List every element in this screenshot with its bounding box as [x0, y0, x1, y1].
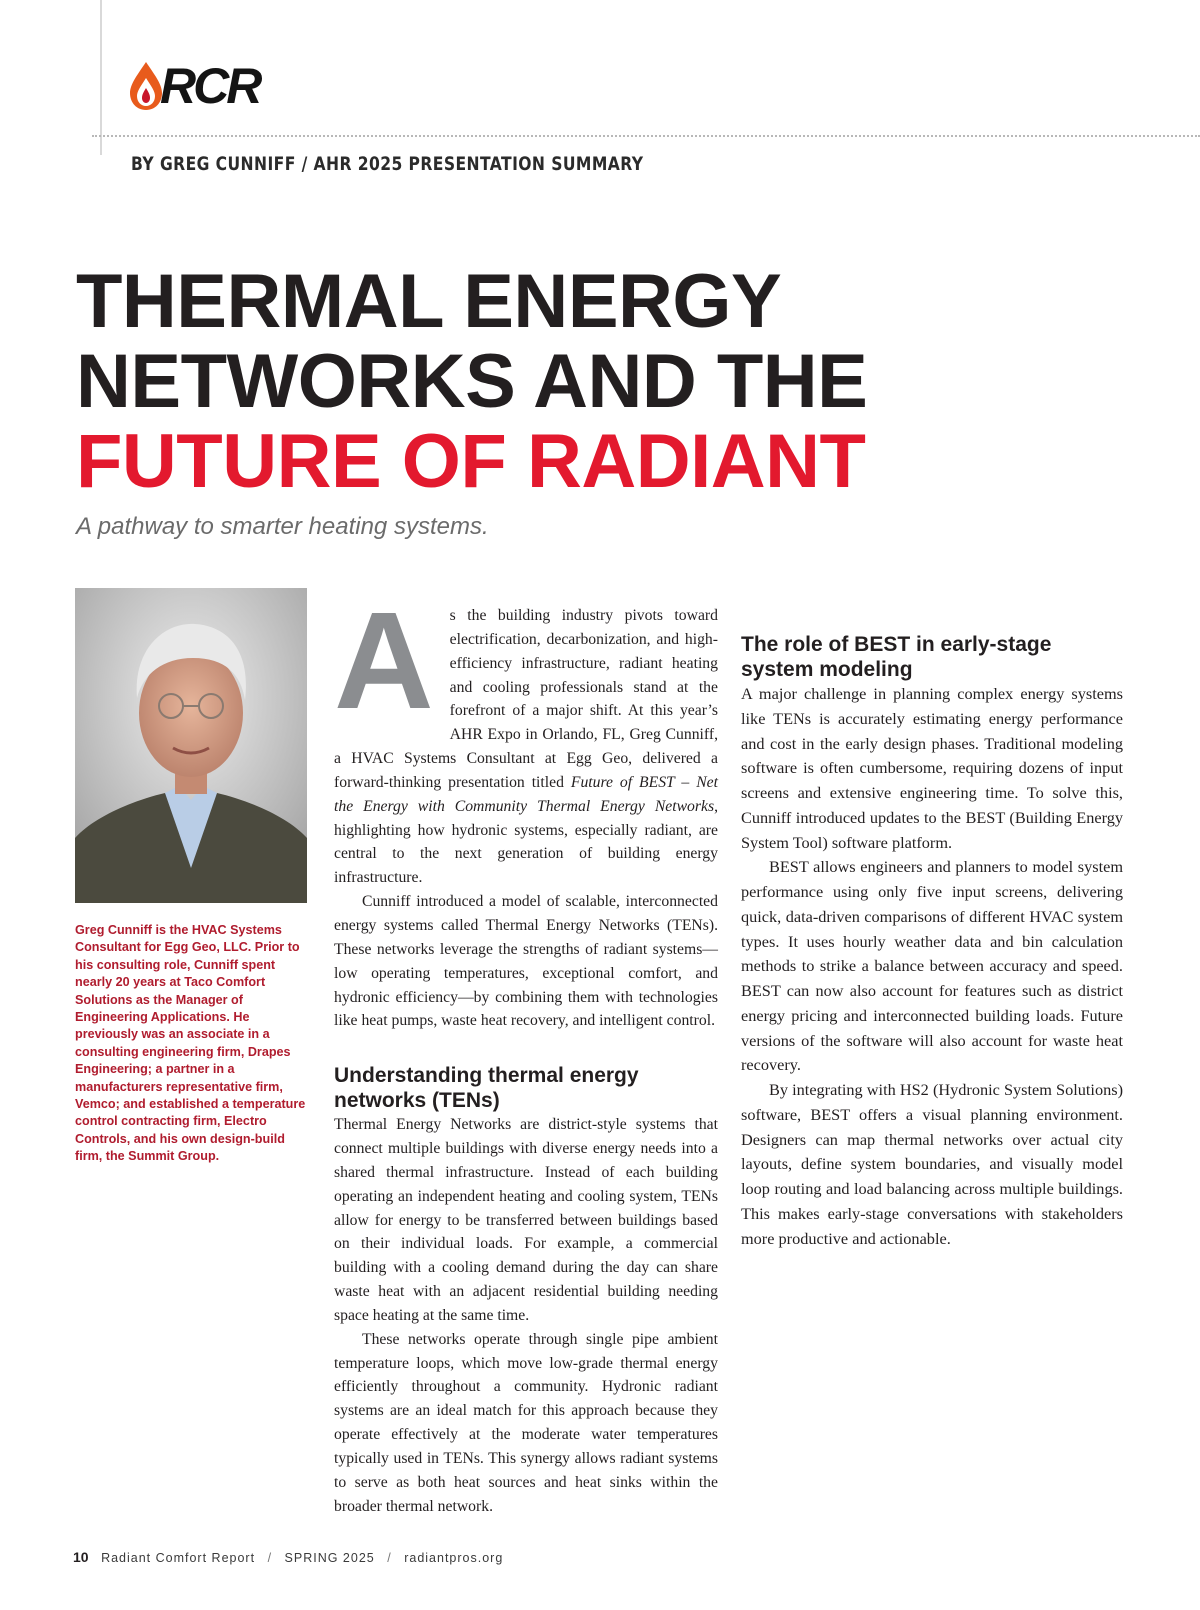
footer-separator: /: [387, 1551, 392, 1565]
footer-separator: /: [267, 1551, 273, 1565]
paragraph-modeling-challenge: A major challenge in planning complex energy systems like TENs is accurately estimating energy performance and cost in the early design phases. Traditional modeling software is often cumbersome, requiring dozens of input screens and extensive engineering time. To solve this, Cunniff introduced updates to the BEST (Building Energy System Tool) software platform.: [741, 684, 1123, 852]
paragraph-ambient-loops: These networks operate through single pipe ambient temperature loops, which move low-grade thermal energy efficiently throughout a community. Hydronic radiant systems are an ideal match for this approach because they operate effectively at the moderate water temperatures typically used in TENs. This synergy allows radiant systems to serve as both heat sources and heat sinks within the broader thermal network.: [334, 1330, 718, 1515]
page-number: 10: [73, 1549, 89, 1565]
paragraph-tens-definition: Thermal Energy Networks are district-style systems that connect multiple buildings with diverse energy needs into a shared thermal infrastructure. Instead of each building operating an independent heating and cooling system, TENs allow for energy to be transferred between buildings based on their individual loads. For example, a commercial building with a cooling demand during the day can share waste heat with an adjacent residential building needing space heating at the same time.: [334, 1116, 718, 1324]
issue-label: SPRING 2025: [284, 1551, 375, 1565]
publication-name: Radiant Comfort Report: [101, 1551, 256, 1565]
photo-caption: Greg Cunniff is the HVAC Systems Consultant for Egg Geo, LLC. Prior to his consulting role, Cunniff spent nearly 20 years at Taco Comfort Solutions as the Manager of Engineering Applications. He previously was an associate in a consulting engineering firm, Drapes Engineering; a partner in a manufacturers representative firm, Vemco; and established a temperature control contracting firm, Electro Controls, and his own design-build firm, the Summit Group.: [75, 923, 306, 1164]
article-column-1: [334, 584, 718, 1519]
article-headline: [76, 259, 976, 504]
page-footer: [73, 1549, 503, 1565]
header-dotted-divider: [92, 135, 1200, 137]
article-column-2: [741, 604, 1123, 1251]
drop-cap: A: [334, 584, 434, 738]
intro-paragraph: [334, 584, 718, 890]
presentation-title: Future of BEST – Net the Energy with Community Thermal Energy Networks: [334, 773, 718, 815]
paragraph-hs2-integration: By integrating with HS2 (Hydronic System Solutions) software, BEST offers a visual planning environment. Designers can map thermal networks over actual city layouts, define system boundaries, and visually model loop routing and load balancing across multiple buildings. This makes early-stage conversations with stakeholders more productive and actionable.: [741, 1080, 1123, 1248]
byline: BY GREG CUNNIFF / AHR 2025 PRESENTATION SUMMARY: [131, 153, 644, 175]
headline-line-3: FUTURE OF RADIANT: [76, 419, 866, 504]
flame-drop-icon: [128, 60, 164, 112]
headline-line-1: THERMAL ENERGY: [76, 259, 782, 344]
paragraph-tens-intro: Cunniff introduced a model of scalable, interconnected energy systems called Thermal Energy Networks (TENs). These networks leverage the strengths of radiant systems—low operating temperatures, exceptional comfort, and hydronic efficiency—by combining them with technologies like heat pumps, waste heat recovery, and intelligent control.: [334, 893, 718, 1030]
headline-line-2: NETWORKS AND THE: [76, 339, 868, 424]
intro-text-end: , highlighting how hydronic systems, especially radiant, are central to the next generation of building energy infrastructure.: [334, 797, 718, 887]
paragraph-best-features: BEST allows engineers and planners to model system performance using only five input screens, delivering quick, data-driven comparisons of different HVAC system types. It uses hourly weather data and bin calculation methods to strike a balance between accuracy and speed. BEST can now also account for features such as district energy pricing and interconnected building loads. Future versions of the software will also account for waste heat recovery.: [741, 857, 1123, 1075]
header-vertical-rule: [100, 0, 102, 155]
section-heading-best: The role of BEST in early-stage system modeling: [741, 633, 1052, 681]
article-subtitle: A pathway to smarter heating systems.: [76, 513, 489, 540]
portrait-photo-icon: [75, 588, 307, 903]
intro-text: s the building industry pivots toward electrification, decarbonization, and high-efficiency infrastructure, radiant heating and cooling professionals stand at the forefront of a major shift. At this year’s AHR Expo in Orlando, FL, Greg Cunniff, a HVAC Systems Consultant at Egg Geo, delivered a forward-thinking presentation titled: [334, 607, 718, 791]
author-portrait-photo: [75, 588, 307, 903]
section-heading-tens: Understanding thermal energy networks (TENs): [334, 1064, 639, 1113]
website-link[interactable]: radiantpros.org: [404, 1551, 504, 1565]
logo-wordmark: RCR: [160, 58, 260, 114]
rcr-logo: [128, 60, 259, 112]
